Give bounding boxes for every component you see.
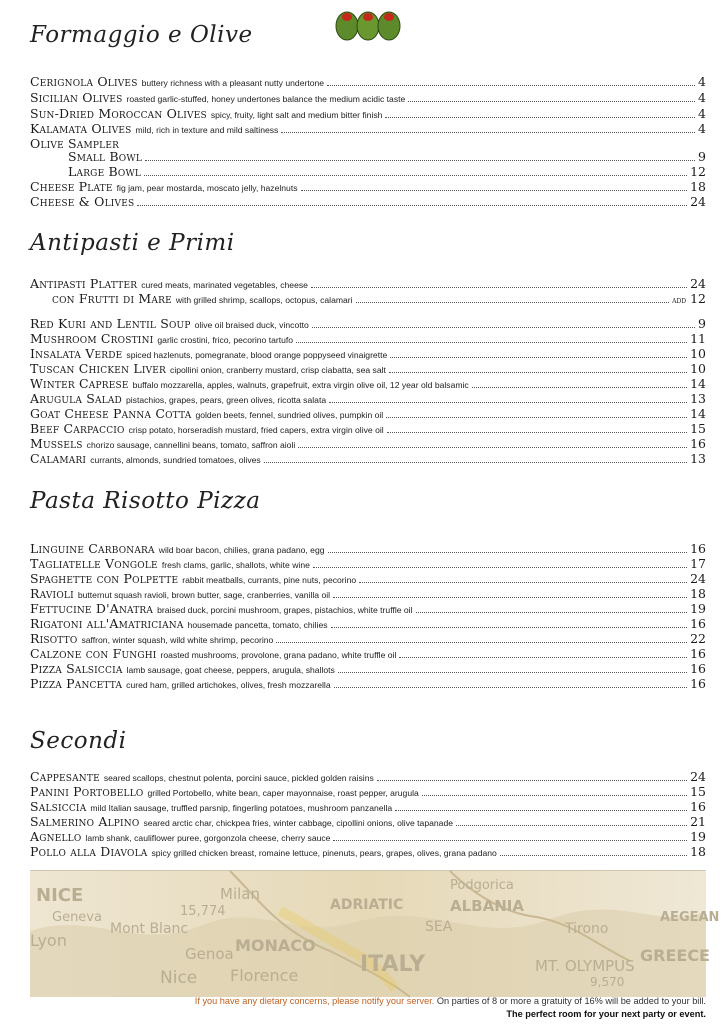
item-price: 15 (690, 421, 706, 436)
menu-item (30, 616, 706, 631)
section-title-secondi: Secondi (30, 728, 127, 754)
item-desc: pistachios, grapes, pears, green olives, ricotta salata (125, 395, 327, 405)
menu-item (52, 291, 706, 306)
menu-item (68, 164, 706, 179)
map-label: ADRIATIC (330, 897, 404, 913)
map-label: Florence (230, 966, 299, 985)
item-price: 12 (690, 291, 706, 306)
item-desc: currants, almonds, sundried tomatoes, olives (90, 455, 261, 465)
item-price: 17 (690, 556, 706, 571)
item-price: 24 (690, 276, 706, 291)
item-price: 16 (690, 661, 706, 676)
item-price: 16 (690, 616, 706, 631)
item-desc: cipollini onion, cranberry mustard, crisp ciabatta, sea salt (170, 365, 386, 375)
leader-dots (387, 424, 687, 433)
map-label: MT. OLYMPUS (535, 957, 635, 975)
menu-item (30, 541, 706, 556)
map-label: ALBANIA (450, 897, 524, 915)
item-name: Pollo alla Diavola (30, 844, 148, 859)
menu-item (30, 346, 706, 361)
item-desc: saffron, winter squash, wild white shrimp, pecorino (81, 635, 274, 645)
menu-item (30, 406, 706, 421)
item-desc: golden beets, fennel, sundried olives, pumpkin oil (195, 410, 384, 420)
item-price: 9 (698, 316, 706, 331)
leader-dots (296, 334, 687, 343)
item-desc: cured meats, marinated vegetables, cheese (141, 280, 308, 290)
olives-icon (333, 8, 403, 44)
menu-item (30, 90, 706, 105)
item-price: 13 (690, 391, 706, 406)
item-desc: grilled Portobello, white bean, caper mayonnaise, roast pepper, arugula (147, 788, 419, 798)
leader-dots (333, 832, 687, 841)
item-desc: mild, rich in texture and mild saltiness (135, 125, 279, 135)
item-desc: housemade pancetta, tomato, chilies (187, 620, 328, 630)
menu-item (30, 121, 706, 136)
leader-dots (395, 802, 687, 811)
leader-dots (472, 379, 687, 388)
item-price: 15 (690, 784, 706, 799)
item-name: Salmerino Alpino (30, 814, 140, 829)
leader-dots (334, 679, 687, 688)
item-price: 9 (698, 149, 706, 164)
item-name: Agnello (30, 829, 82, 844)
item-desc: buffalo mozzarella, apples, walnuts, grapefruit, extra virgin olive oil, 12 year old balsamic (132, 380, 469, 390)
item-price: 16 (690, 646, 706, 661)
menu-item (30, 799, 706, 814)
leader-dots (328, 544, 688, 553)
item-desc: olive oil braised duck, vincotto (194, 320, 309, 330)
item-price: 18 (690, 844, 706, 859)
item-name: Arugula Salad (30, 391, 122, 406)
item-name: Small Bowl (68, 149, 142, 164)
item-desc: chorizo sausage, cannellini beans, tomato, saffron aioli (86, 440, 296, 450)
item-name: Rigatoni all'Amatriciana (30, 616, 184, 631)
item-desc: roasted garlic-stuffed, honey undertones balance the medium acidic taste (126, 94, 406, 104)
item-price: 12 (690, 164, 706, 179)
item-desc: crisp potato, horseradish mustard, fried capers, extra virgin olive oil (128, 425, 384, 435)
menu-item (30, 421, 706, 436)
item-name: Salsiccia (30, 799, 87, 814)
map-label: SEA (425, 919, 453, 935)
item-price: 21 (690, 814, 706, 829)
item-price: 24 (690, 769, 706, 784)
leader-dots (276, 634, 687, 643)
menu-item (30, 829, 706, 844)
item-price: 13 (690, 451, 706, 466)
item-desc: spicy grilled chicken breast, romaine lettuce, pinenuts, pears, grapes, olives, grana padano (151, 848, 497, 858)
menu-item (30, 646, 706, 661)
item-name: Calzone con Funghi (30, 646, 157, 661)
item-name: Pizza Pancetta (30, 676, 123, 691)
item-price: 24 (690, 571, 706, 586)
menu-item (30, 179, 706, 194)
item-name: Insalata Verde (30, 346, 123, 361)
item-desc: with grilled shrimp, scallops, octopus, calamari (175, 295, 353, 305)
leader-dots (137, 197, 687, 206)
leader-dots (327, 77, 695, 86)
leader-dots (456, 817, 687, 826)
leader-dots (312, 319, 695, 328)
menu-item (30, 436, 706, 451)
item-price: 16 (690, 541, 706, 556)
item-price: 14 (690, 406, 706, 421)
leader-dots (264, 454, 687, 463)
menu-item (30, 556, 706, 571)
item-desc: seared scallops, chestnut polenta, porcini sauce, pickled golden raisins (103, 773, 374, 783)
map-label: Nice (160, 968, 198, 988)
item-name: Cheese Plate (30, 179, 113, 194)
leader-dots (385, 109, 695, 118)
leader-dots (331, 619, 688, 628)
menu-item (30, 784, 706, 799)
menu-item (30, 586, 706, 601)
item-desc: cured ham, grilled artichokes, olives, fresh mozzarella (126, 680, 331, 690)
menu-item (30, 844, 706, 859)
item-desc: buttery richness with a pleasant nutty undertone (141, 78, 325, 88)
map-label: MONACO (235, 936, 316, 955)
item-name: Beef Carpaccio (30, 421, 125, 436)
map-label: Geneva (52, 910, 102, 925)
menu-item (30, 361, 706, 376)
item-price: 14 (690, 376, 706, 391)
leader-dots (356, 294, 670, 303)
item-price: 4 (698, 106, 706, 121)
leader-dots (386, 409, 687, 418)
item-name: Calamari (30, 451, 87, 466)
menu-item (68, 149, 706, 164)
item-desc: seared arctic char, chickpea fries, winter cabbage, cipollini onions, olive tapanade (143, 818, 454, 828)
item-name: Spaghette con Polpette (30, 571, 179, 586)
menu-item (30, 74, 706, 89)
item-name: Tuscan Chicken Liver (30, 361, 167, 376)
item-desc: braised duck, porcini mushroom, grapes, pistachios, white truffle oil (157, 605, 413, 615)
menu-item (30, 676, 706, 691)
item-desc: roasted mushrooms, provolone, grana padano, white truffle oil (160, 650, 397, 660)
menu-item (30, 769, 706, 784)
menu-item (30, 814, 706, 829)
leader-dots (500, 847, 687, 856)
item-desc: spiced hazlenuts, pomegranate, blood orange poppyseed vinaigrette (126, 350, 388, 360)
item-name: Risotto (30, 631, 78, 646)
item-name: Fettucine D'Anatra (30, 601, 154, 616)
menu-item (30, 331, 706, 346)
menu-item (30, 194, 706, 209)
leader-dots (416, 604, 688, 613)
leader-dots (301, 182, 688, 191)
menu-item (30, 631, 706, 646)
item-desc: fresh clams, garlic, shallots, white wine (161, 560, 310, 570)
item-name: Winter Caprese (30, 376, 129, 391)
item-price: 19 (690, 601, 706, 616)
item-desc: spicy, fruity, light salt and medium bitter finish (210, 110, 383, 120)
menu-item (30, 106, 706, 121)
item-price: 24 (690, 194, 706, 209)
leader-dots (145, 152, 695, 161)
item-desc: fig jam, pear mostarda, moscato jelly, hazelnuts (116, 183, 298, 193)
item-name: Antipasti Platter (30, 276, 138, 291)
item-price: 4 (698, 90, 706, 105)
item-name: Olive Sampler (30, 136, 120, 151)
map-label: Milan (220, 885, 260, 903)
map-label: Lyon (30, 931, 67, 950)
map-label: ITALY (360, 952, 426, 977)
item-price: 18 (690, 586, 706, 601)
item-price: 4 (698, 74, 706, 89)
menu-item (30, 601, 706, 616)
leader-dots (377, 772, 687, 781)
item-desc: wild boar bacon, chilies, grana padano, egg (158, 545, 325, 555)
item-desc: butternut squash ravioli, brown butter, sage, cranberries, vanilla oil (77, 590, 331, 600)
leader-dots (313, 559, 687, 568)
gratuity-notice: On parties of 8 or more a gratuity of 16% will be added to your bill. (436, 996, 706, 1006)
map-label: Tirono (565, 921, 609, 937)
item-price: 10 (690, 361, 706, 376)
item-desc: mild Italian sausage, truffled parsnip, fingerling potatoes, mushroom panzanella (90, 803, 393, 813)
item-price: 11 (690, 331, 706, 346)
leader-dots (390, 349, 687, 358)
leader-dots (422, 787, 687, 796)
menu-item (30, 276, 706, 291)
leader-dots (144, 167, 687, 176)
menu-item (30, 571, 706, 586)
map-label: Podgorica (450, 878, 514, 893)
item-name: Mushroom Crostini (30, 331, 154, 346)
dietary-warning: If you have any dietary concerns, please notify your server. (194, 996, 435, 1006)
item-name: Cerignola Olives (30, 74, 138, 89)
leader-dots (389, 364, 687, 373)
leader-dots (298, 439, 687, 448)
item-name: Goat Cheese Panna Cotta (30, 406, 192, 421)
item-name: Cheese & Olives (30, 194, 135, 209)
item-desc: lamb sausage, goat cheese, peppers, arugula, shallots (126, 665, 335, 675)
map-label: 9,570 (590, 975, 625, 989)
item-price: 4 (698, 121, 706, 136)
item-price: 16 (690, 436, 706, 451)
menu-item (30, 376, 706, 391)
leader-dots (408, 93, 695, 102)
leader-dots (281, 124, 695, 133)
item-name: Red Kuri and Lentil Soup (30, 316, 191, 331)
item-price: 10 (690, 346, 706, 361)
item-name: Kalamata Olives (30, 121, 132, 136)
leader-dots (333, 589, 687, 598)
map-label: GREECE (640, 946, 710, 965)
item-desc: rabbit meatballs, currants, pine nuts, pecorino (182, 575, 357, 585)
map-label: AEGEAN (660, 910, 720, 925)
leader-dots (359, 574, 687, 583)
item-price: 18 (690, 179, 706, 194)
item-price: 22 (690, 631, 706, 646)
map-illustration (30, 870, 720, 996)
map-label: 15,774 (180, 904, 226, 919)
menu-item (30, 661, 706, 676)
item-desc: garlic crostini, frico, pecorino tartufo (157, 335, 294, 345)
item-name: Ravioli (30, 586, 74, 601)
map-label: Mont Blanc (110, 921, 189, 937)
map-label: NICE (36, 885, 84, 906)
item-name: Tagliatelle Vongole (30, 556, 158, 571)
leader-dots (311, 279, 687, 288)
item-desc: lamb shank, cauliflower puree, gorgonzola cheese, cherry sauce (85, 833, 331, 843)
item-name: Sicilian Olives (30, 90, 123, 105)
footer-notice (195, 996, 706, 1006)
item-name: Panini Portobello (30, 784, 144, 799)
item-price: 16 (690, 799, 706, 814)
item-price: 16 (690, 676, 706, 691)
item-name: Sun-Dried Moroccan Olives (30, 106, 207, 121)
item-name: con Frutti di Mare (52, 291, 172, 306)
item-name: Linguine Carbonara (30, 541, 155, 556)
item-name: Cappesante (30, 769, 100, 784)
section-title-formaggio: Formaggio e Olive (30, 22, 253, 48)
item-name: Pizza Salsiccia (30, 661, 123, 676)
party-promo: The perfect room for your next party or event. (506, 1009, 706, 1019)
section-title-pasta: Pasta Risotto Pizza (30, 488, 261, 514)
item-name: Large Bowl (68, 164, 142, 179)
item-name: Mussels (30, 436, 83, 451)
leader-dots (399, 649, 687, 658)
leader-dots (329, 394, 687, 403)
item-price: 19 (690, 829, 706, 844)
menu-item (30, 316, 706, 331)
leader-dots (338, 664, 687, 673)
section-title-antipasti: Antipasti e Primi (30, 230, 235, 256)
map-label: Genoa (185, 945, 234, 963)
add-label: add (672, 296, 687, 305)
menu-item (30, 451, 706, 466)
menu-item (30, 391, 706, 406)
